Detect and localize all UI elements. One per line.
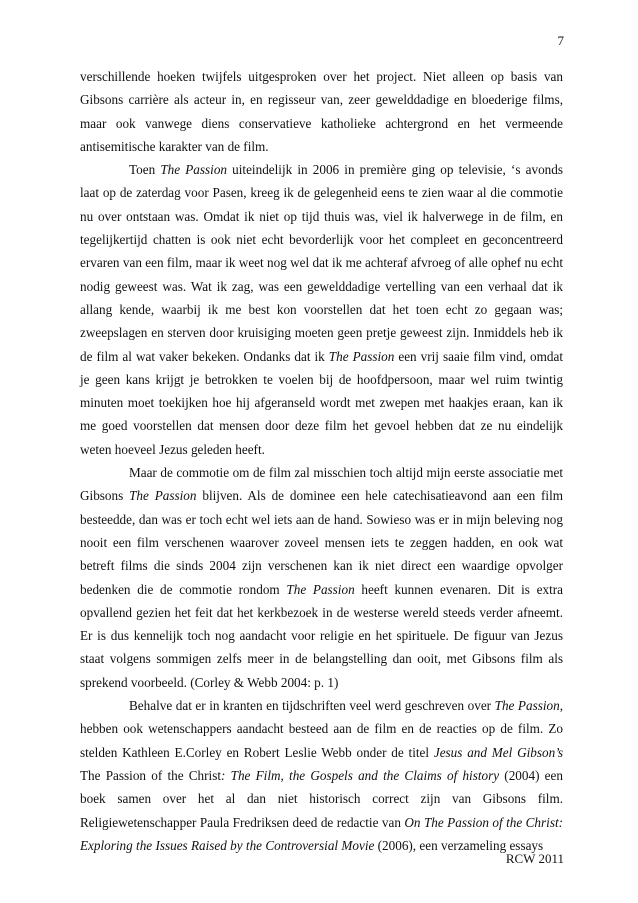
italic-title: On The Passion of the Christ: Exploring the Issues Raised by the Controversial Movie	[80, 814, 564, 853]
italic-title: The Passion	[328, 348, 395, 364]
text-run: Maar de commotie om de film zal misschien toch altijd mijn eerste associatie met Gibsons	[80, 465, 563, 504]
paragraph	[80, 158, 563, 461]
text-run: , hebben ook wetenschappers aandacht besteed aan de film en de reacties op de film. Zo stelden Kathleen E.Corley en Robert Leslie Webb onder de titel	[80, 698, 563, 760]
paragraph	[80, 65, 563, 158]
italic-title: Jesus and Mel Gibson’s	[433, 744, 563, 760]
italic-title: : The Film, the Gospels and the Claims of history	[221, 767, 500, 783]
italic-title: The Passion	[494, 698, 560, 714]
text-run: (2004) een boek samen over het al dan niet historisch correct zijn van Gibsons film. Religiewetenschapper Paula Fredriksen deed de redactie van	[80, 767, 563, 830]
paragraph	[80, 461, 563, 694]
text-run: The Passion of the Christ	[80, 767, 222, 783]
text-run: Behalve dat er in kranten en tijdschriften veel werd geschreven over	[129, 698, 495, 714]
text-run: Toen	[129, 162, 161, 178]
page-number: 7	[557, 33, 564, 48]
text-run: verschillende hoeken twijfels uitgesproken over het project. Niet alleen op basis van Gibsons carrière als acteur in, en regisseur van, zeer gewelddadige en bloederige films, maar ook vanwege diens conservatieve katholieke achtergrond en het vermeende antisemitische karakter van de film.	[80, 69, 563, 154]
body-text	[80, 65, 563, 857]
italic-title: The Passion	[129, 488, 197, 504]
text-run: (2006), een verzameling essays	[374, 837, 544, 853]
italic-title: The Passion	[160, 162, 228, 178]
italic-title: The Passion	[286, 581, 355, 597]
text-run: een vrij saaie film vind, omdat je geen kans krijgt je betrokken te voelen bij de hoofdpersoon, maar wel ruim twintig minuten moet toekijken hoe hij afgeranseld wordt met zwepen met haakjes eraan, kan ik me goed voorstellen dat mensen door deze film het gevoel hebben dat ze nu eindelijk weten hoeveel Jezus geleden heeft.	[80, 348, 564, 457]
text-run: uiteindelijk in 2006 in première ging op televisie, ‘s avonds laat op de zaterdag voor Pasen, kreeg ik de gelegenheid eens te zien waar al die commotie nu over ontstaan was. Omdat ik niet op tijd thuis was, viel ik halverwege in de film, en tegelijkertijd chatten is ook niet echt bevorderlijk voor het compleet en geconcentreerd ervaren van een film, maar ik weet nog wel dat ik me achteraf afvroeg of alle ophef nu echt nodig geweest was. Wat ik zag, was een gewelddadige vertelling van een verhaal dat ik allang kende, waarbij ik me best kon voorstellen dat het toen echt zo gegaan was; zweepslagen en sterven door kruisiging moeten geen pretje geweest zijn. Inmiddels heb ik de film al wat vaker bekeken. Ondanks dat ik	[80, 162, 563, 364]
footer-label: RCW 2011	[505, 851, 564, 866]
text-run: blijven. Als de dominee een hele catechisatieavond aan een film besteedde, dan was er toch echt wel iets aan de hand. Sowieso was er in mijn beleving nog nooit een film verschenen waarover zoveel mensen iets te zeggen hadden, en ook wat betreft films die sinds 2004 zijn verschenen kan ik niet direct een waardige opvolger bedenken die de commotie rondom	[80, 488, 563, 597]
text-run: heeft kunnen evenaren. Dit is extra opvallend gezien het feit dat het kerkbezoek in de westerse wereld steeds verder afneemt. Er is dus kennelijk toch nog aandacht voor religie en het spirituele. De figuur van Jezus staat volgens sommigen zelfs meer in de belangstelling dan ooit, met Gibsons film als sprekend voorbeeld. (Corley & Webb 2004: p. 1)	[80, 581, 563, 690]
paragraph	[80, 694, 563, 857]
